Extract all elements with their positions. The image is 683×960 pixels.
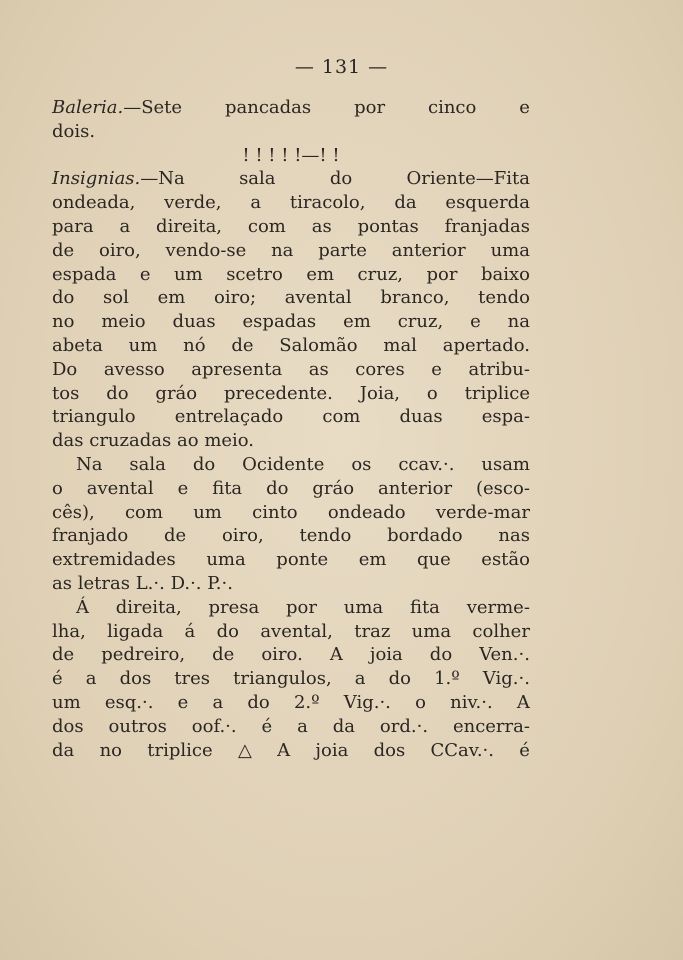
word: estão bbox=[481, 549, 530, 571]
word: oiro, bbox=[221, 525, 264, 547]
word: nó bbox=[183, 334, 206, 356]
word: ondeada, bbox=[52, 192, 136, 214]
text-line bbox=[52, 286, 530, 310]
word: uma bbox=[411, 620, 452, 642]
word: dos bbox=[373, 739, 406, 761]
text-line bbox=[52, 429, 530, 453]
word: traz bbox=[354, 620, 391, 642]
word: na bbox=[507, 311, 530, 333]
word: de bbox=[52, 239, 75, 261]
word: as bbox=[311, 215, 332, 237]
word: cruz, bbox=[397, 311, 444, 333]
text-line bbox=[52, 358, 530, 382]
text-line bbox=[52, 334, 530, 358]
word: verde, bbox=[164, 192, 222, 214]
word: esq.·. bbox=[104, 691, 154, 713]
word: pontas bbox=[357, 215, 419, 237]
word: oiro. bbox=[261, 644, 303, 666]
word: mal bbox=[383, 334, 417, 356]
word: sala bbox=[239, 168, 276, 190]
word: por bbox=[426, 263, 458, 285]
word: avental, bbox=[260, 620, 333, 642]
text-line bbox=[52, 691, 530, 715]
word: Vig.·. bbox=[482, 668, 530, 690]
word: CCav.·. bbox=[430, 739, 494, 761]
word: e bbox=[177, 691, 189, 713]
word: tres bbox=[174, 668, 211, 690]
word: Do bbox=[52, 358, 78, 380]
word: lha, bbox=[52, 620, 86, 642]
word: dos bbox=[52, 715, 84, 737]
word: do bbox=[52, 287, 75, 309]
word: parte bbox=[318, 239, 367, 261]
word: a bbox=[354, 668, 366, 690]
word: niv.·. bbox=[450, 691, 493, 713]
text-line bbox=[52, 239, 530, 263]
word: avesso bbox=[103, 358, 165, 380]
word: um bbox=[52, 691, 81, 713]
word: a bbox=[85, 668, 97, 690]
word: do bbox=[329, 168, 353, 190]
text-line bbox=[52, 620, 530, 644]
word: espadas bbox=[242, 311, 317, 333]
text-line bbox=[52, 524, 530, 548]
text-line bbox=[52, 215, 530, 239]
word: um bbox=[193, 501, 222, 523]
word: uma bbox=[343, 596, 384, 618]
word: ord.·. bbox=[379, 715, 429, 737]
word: da bbox=[52, 739, 75, 761]
word: usam bbox=[481, 453, 530, 475]
text-line bbox=[52, 191, 530, 215]
word: em bbox=[157, 287, 186, 309]
word: com bbox=[322, 406, 361, 428]
word: no bbox=[99, 739, 122, 761]
word: gráo bbox=[312, 477, 355, 499]
text-line bbox=[52, 405, 530, 429]
word: baixo bbox=[480, 263, 530, 285]
text-line bbox=[52, 477, 530, 501]
word: encerra- bbox=[452, 715, 530, 737]
text-line bbox=[52, 596, 530, 620]
word: A bbox=[277, 739, 291, 761]
word: outros bbox=[108, 715, 167, 737]
word: é bbox=[261, 715, 273, 737]
word: scetro bbox=[226, 263, 283, 285]
word: ondeado bbox=[327, 501, 406, 523]
word: duas bbox=[399, 406, 443, 428]
word: de bbox=[52, 644, 75, 666]
word: Joia, bbox=[359, 382, 401, 404]
word: o bbox=[415, 691, 426, 713]
word: ligada bbox=[107, 620, 164, 642]
word: e bbox=[139, 263, 151, 285]
word: uma bbox=[206, 549, 246, 571]
word: por bbox=[286, 596, 317, 618]
page-number: — 131 — bbox=[294, 56, 389, 78]
word: um bbox=[174, 263, 203, 285]
word: o bbox=[52, 477, 63, 499]
word: meio bbox=[101, 311, 146, 333]
word: ccav.·. bbox=[398, 453, 455, 475]
word: 2.º bbox=[293, 691, 320, 713]
word: e bbox=[519, 97, 530, 118]
body-text bbox=[52, 96, 530, 762]
word: apresenta bbox=[191, 358, 283, 380]
text-line bbox=[52, 715, 530, 739]
word: oiro; bbox=[214, 287, 257, 309]
word: para bbox=[52, 215, 94, 237]
word: o bbox=[426, 382, 438, 404]
word: P.·. bbox=[207, 572, 233, 594]
word: com bbox=[124, 501, 163, 523]
word: é bbox=[52, 668, 63, 690]
text-line bbox=[52, 643, 530, 667]
word: que bbox=[416, 549, 451, 571]
word: sol bbox=[103, 287, 129, 309]
word: espa- bbox=[481, 406, 530, 428]
word: as bbox=[52, 572, 72, 594]
word: vendo-se bbox=[165, 239, 247, 261]
word: oiro, bbox=[98, 239, 141, 261]
word: atribu- bbox=[468, 358, 530, 380]
text-line bbox=[52, 167, 530, 191]
word: dois. bbox=[52, 120, 96, 142]
word: 1.º bbox=[434, 668, 460, 690]
word: por bbox=[354, 97, 386, 118]
text-line bbox=[52, 120, 530, 144]
word: D.·. bbox=[170, 572, 202, 594]
line-text: ! ! ! ! !—! ! bbox=[242, 144, 340, 166]
text-line bbox=[52, 572, 530, 596]
text-line bbox=[52, 453, 530, 477]
word: a bbox=[250, 192, 262, 214]
text-line bbox=[52, 263, 530, 287]
word: é bbox=[519, 739, 530, 761]
word: apertado. bbox=[442, 334, 530, 356]
word: fita bbox=[212, 477, 243, 499]
word: Insignias.—Na bbox=[52, 168, 185, 190]
word: A bbox=[329, 644, 343, 666]
word: A bbox=[516, 691, 530, 713]
word: cinco bbox=[428, 97, 477, 118]
text-line bbox=[52, 667, 530, 691]
word: da bbox=[332, 715, 355, 737]
word: triplice bbox=[147, 739, 213, 761]
word: Oriente—Fita bbox=[406, 168, 530, 190]
word: dos bbox=[119, 668, 152, 690]
word: Ven.·. bbox=[479, 644, 530, 666]
word: de bbox=[164, 525, 187, 547]
word: Vig.·. bbox=[343, 691, 391, 713]
word: fita bbox=[409, 596, 440, 618]
word: Baleria.—Sete bbox=[52, 97, 183, 118]
word: presa bbox=[208, 596, 260, 618]
word: do bbox=[266, 477, 289, 499]
word: ao bbox=[176, 430, 199, 452]
text-line bbox=[52, 548, 530, 572]
word: os bbox=[351, 453, 372, 475]
text-line bbox=[52, 501, 530, 525]
lead-term: Insignias. bbox=[52, 168, 141, 190]
word: verme- bbox=[466, 596, 530, 618]
word: triangulos, bbox=[233, 668, 332, 690]
word: do bbox=[216, 620, 239, 642]
word: a bbox=[297, 715, 308, 737]
word: anterior bbox=[391, 239, 466, 261]
text-line bbox=[52, 144, 530, 168]
word: um bbox=[128, 334, 158, 356]
word: colher bbox=[472, 620, 530, 642]
word: extremidades bbox=[52, 549, 176, 571]
word: de bbox=[231, 334, 254, 356]
word: sala bbox=[129, 453, 166, 475]
word: nas bbox=[498, 525, 530, 547]
word: verde-mar bbox=[435, 501, 530, 523]
word: á bbox=[184, 620, 196, 642]
word: joia bbox=[369, 644, 403, 666]
word: oof.·. bbox=[191, 715, 237, 737]
word: precedente. bbox=[224, 382, 333, 404]
word: a bbox=[119, 215, 131, 237]
word: em bbox=[358, 549, 387, 571]
word: gráo bbox=[155, 382, 198, 404]
word: do bbox=[247, 691, 270, 713]
word: e bbox=[470, 311, 481, 333]
word: △ bbox=[237, 739, 252, 761]
word: direita, bbox=[156, 215, 223, 237]
word: tiracolo, bbox=[289, 192, 366, 214]
word: em bbox=[306, 263, 335, 285]
word: em bbox=[343, 311, 371, 333]
word: franjado bbox=[52, 525, 129, 547]
word: do bbox=[106, 382, 129, 404]
word: do bbox=[192, 453, 216, 475]
word: avental bbox=[284, 287, 352, 309]
word: na bbox=[271, 239, 294, 261]
word: direita, bbox=[115, 596, 182, 618]
text-line bbox=[52, 310, 530, 334]
text-line bbox=[52, 96, 530, 120]
word: da bbox=[394, 192, 417, 214]
word: e bbox=[177, 477, 189, 499]
word: Ocidente bbox=[242, 453, 325, 475]
word: Salomão bbox=[279, 334, 358, 356]
word: tendo bbox=[478, 287, 530, 309]
word: cês), bbox=[52, 501, 95, 523]
word: pedreiro, bbox=[101, 644, 186, 666]
word: letras bbox=[77, 572, 130, 594]
text-line bbox=[52, 382, 530, 406]
word: de bbox=[212, 644, 235, 666]
word: L.·. bbox=[135, 572, 165, 594]
word: do bbox=[429, 644, 453, 666]
word: cruz, bbox=[357, 263, 404, 285]
text-line bbox=[52, 739, 530, 763]
word: cruzadas bbox=[89, 430, 172, 452]
word: no bbox=[52, 311, 75, 333]
word: cores bbox=[355, 358, 405, 380]
word: das bbox=[52, 430, 84, 452]
word: a bbox=[212, 691, 224, 713]
word: franjadas bbox=[444, 215, 530, 237]
lead-term: Baleria. bbox=[52, 97, 124, 118]
word: do bbox=[388, 668, 411, 690]
word: tendo bbox=[299, 525, 352, 547]
word: ponte bbox=[276, 549, 329, 571]
word: cinto bbox=[252, 501, 298, 523]
word: bordado bbox=[387, 525, 463, 547]
word: uma bbox=[490, 239, 530, 261]
word: pancadas bbox=[225, 97, 312, 118]
word: tos bbox=[52, 382, 80, 404]
word: triangulo bbox=[52, 406, 136, 428]
word: meio. bbox=[204, 430, 255, 452]
word: triplice bbox=[464, 382, 530, 404]
word: duas bbox=[172, 311, 216, 333]
word: branco, bbox=[380, 287, 450, 309]
word: Na bbox=[76, 453, 103, 475]
word: espada bbox=[52, 263, 117, 285]
word: Á bbox=[76, 596, 89, 618]
word: e bbox=[431, 358, 442, 380]
word: esquerda bbox=[445, 192, 530, 214]
word: abeta bbox=[52, 334, 103, 356]
word: as bbox=[308, 358, 329, 380]
word: com bbox=[247, 215, 286, 237]
word: (esco- bbox=[476, 477, 530, 499]
word: joia bbox=[315, 739, 349, 761]
word: avental bbox=[86, 477, 154, 499]
word: anterior bbox=[378, 477, 453, 499]
word: entrelaçado bbox=[174, 406, 284, 428]
